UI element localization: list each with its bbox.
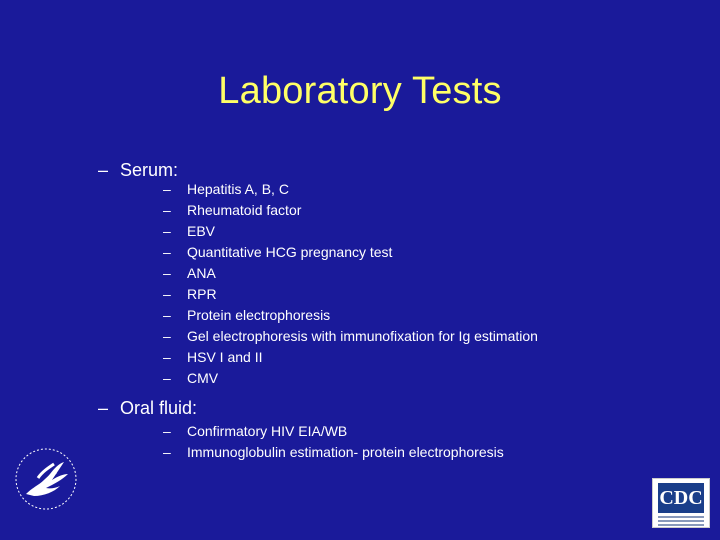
list-item-label: ANA	[187, 265, 216, 281]
list-item	[163, 263, 538, 284]
list-item-label: Rheumatoid factor	[187, 202, 302, 218]
list-item-label: Hepatitis A, B, C	[187, 181, 289, 197]
list-item	[163, 221, 538, 242]
bullet-dash: –	[163, 349, 171, 365]
list-item	[163, 442, 504, 463]
bullet-dash: –	[98, 398, 109, 418]
bullet-dash: –	[163, 202, 171, 218]
list-item-label: Immunoglobulin estimation- protein electrophoresis	[187, 444, 504, 460]
list-item-label: Gel electrophoresis with immunofixation for Ig estimation	[187, 328, 538, 344]
list-item	[163, 200, 538, 221]
list-item	[163, 421, 504, 442]
bullet-dash: –	[163, 444, 171, 460]
hhs-eagle-seal-icon	[12, 434, 80, 524]
oral-fluid-heading	[98, 398, 197, 419]
bullet-dash: –	[163, 181, 171, 197]
cdc-logo-text: CDC	[658, 483, 704, 513]
cdc-logo-line	[658, 524, 704, 526]
serum-list	[163, 179, 538, 389]
bullet-dash: –	[98, 160, 109, 180]
bullet-dash: –	[163, 286, 171, 302]
oral-fluid-heading-label: Oral fluid:	[120, 398, 198, 418]
serum-heading	[98, 160, 178, 181]
list-item-label: Confirmatory HIV EIA/WB	[187, 423, 348, 439]
list-item-label: HSV I and II	[187, 349, 263, 365]
list-item	[163, 305, 538, 326]
bullet-dash: –	[163, 370, 171, 386]
list-item	[163, 242, 538, 263]
bullet-dash: –	[163, 223, 171, 239]
list-item	[163, 326, 538, 347]
list-item-label: Quantitative HCG pregnancy test	[187, 244, 393, 260]
cdc-logo-lines	[658, 516, 704, 528]
bullet-dash: –	[163, 423, 171, 439]
cdc-logo-icon	[652, 478, 710, 528]
cdc-logo-line	[658, 516, 704, 518]
bullet-dash: –	[163, 307, 171, 323]
list-item	[163, 368, 538, 389]
serum-heading-label: Serum:	[120, 160, 179, 180]
cdc-logo-line	[658, 520, 704, 522]
list-item	[163, 284, 538, 305]
list-item	[163, 179, 538, 200]
slide-title: Laboratory Tests	[218, 70, 502, 112]
list-item-label: Protein electrophoresis	[187, 307, 331, 323]
oral-fluid-list	[163, 421, 504, 463]
bullet-dash: –	[163, 244, 171, 260]
list-item-label: RPR	[187, 286, 217, 302]
bullet-dash: –	[163, 265, 171, 281]
list-item-label: EBV	[187, 223, 216, 239]
list-item	[163, 347, 538, 368]
list-item-label: CMV	[187, 370, 219, 386]
bullet-dash: –	[163, 328, 171, 344]
